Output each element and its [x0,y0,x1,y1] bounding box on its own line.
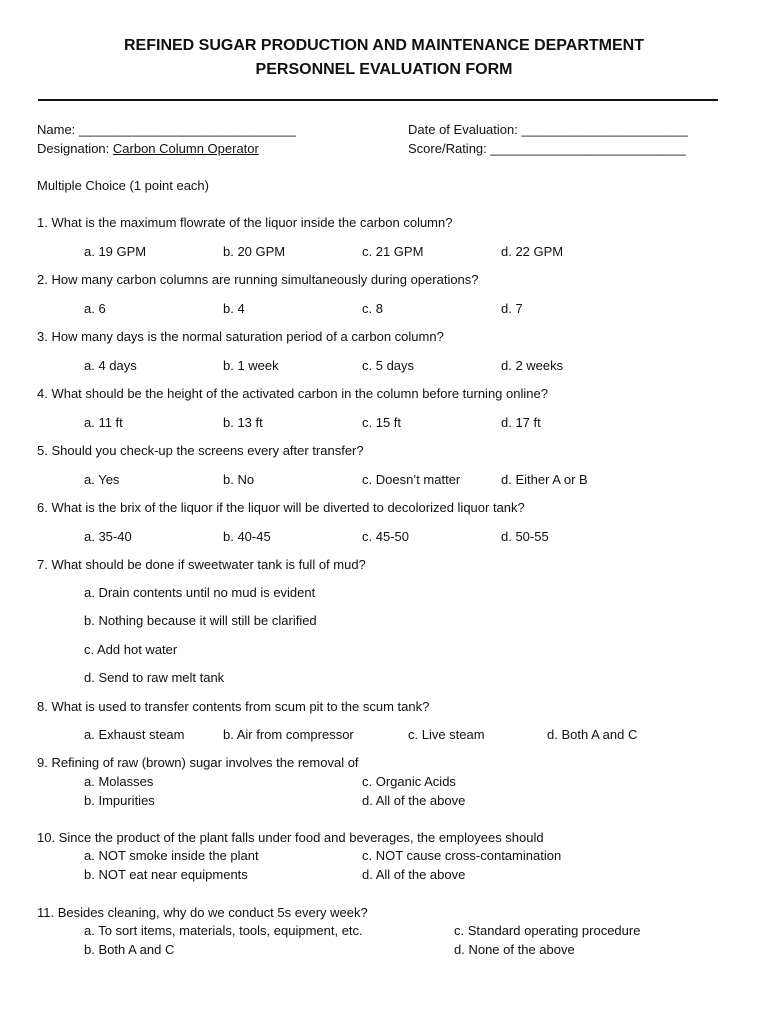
q5-option-c[interactable]: c. Doesn’t matter [362,472,461,487]
q6-option-d[interactable]: d. 50-55 [501,529,549,544]
q1-option-c[interactable]: c. 21 GPM [362,244,424,259]
question-10: 10. Since the product of the plant falls under food and beverages, the employees should [37,830,544,845]
name-field[interactable]: Name: ______________________________ [37,122,296,137]
question-9: 9. Refining of raw (brown) sugar involves the removal of [37,755,359,770]
q1-option-b[interactable]: b. 20 GPM [223,244,286,259]
q10-option-d[interactable]: d. All of the above [362,867,466,882]
q5-option-a[interactable]: a. Yes [84,472,120,487]
q3-option-a[interactable]: a. 4 days [84,358,137,373]
q9-option-a[interactable]: a. Molasses [84,774,154,789]
question-8: 8. What is used to transfer contents from scum pit to the scum tank? [37,699,430,714]
designation-field [37,141,259,157]
q4-option-c[interactable]: c. 15 ft [362,415,402,430]
q6-option-b[interactable]: b. 40-45 [223,529,271,544]
q2-option-c[interactable]: c. 8 [362,301,383,316]
q7-option-c[interactable]: c. Add hot water [84,642,178,657]
q10-option-c[interactable]: c. NOT cause cross-contamination [362,848,562,863]
question-4: 4. What should be the height of the activated carbon in the column before turning online? [37,386,548,401]
designation-value: Carbon Column Operator [112,141,259,156]
q8-option-b[interactable]: b. Air from compressor [223,727,354,742]
date-of-evaluation-field[interactable]: Date of Evaluation: _______________________ [408,122,688,137]
question-5: 5. Should you check-up the screens every after transfer? [37,443,364,458]
form-title-line1: REFINED SUGAR PRODUCTION AND MAINTENANCE DEPARTMENT [124,37,644,54]
header-divider [38,99,718,101]
question-3: 3. How many days is the normal saturation period of a carbon column? [37,329,444,344]
q10-option-a[interactable]: a. NOT smoke inside the plant [84,848,259,863]
q11-option-c[interactable]: c. Standard operating procedure [454,923,641,938]
q2-option-b[interactable]: b. 4 [223,301,245,316]
section-heading: Multiple Choice (1 point each) [37,178,209,193]
q6-option-c[interactable]: c. 45-50 [362,529,409,544]
q4-option-a[interactable]: a. 11 ft [84,415,123,430]
q1-option-d[interactable]: d. 22 GPM [501,244,564,259]
q5-option-d[interactable]: d. Either A or B [501,472,588,487]
q4-option-d[interactable]: d. 17 ft [501,415,541,430]
designation-label: Designation: [37,141,113,156]
q7-option-b[interactable]: b. Nothing because it will still be clarified [84,613,317,628]
question-2: 2. How many carbon columns are running simultaneously during operations? [37,272,479,287]
q3-option-d[interactable]: d. 2 weeks [501,358,564,373]
question-6: 6. What is the brix of the liquor if the liquor will be diverted to decolorized liquor tank? [37,500,525,515]
q1-option-a[interactable]: a. 19 GPM [84,244,147,259]
q7-option-d[interactable]: d. Send to raw melt tank [84,670,225,685]
q7-option-a[interactable]: a. Drain contents until no mud is evident [84,585,316,600]
q8-option-d[interactable]: d. Both A and C [547,727,638,742]
q9-option-d[interactable]: d. All of the above [362,793,466,808]
q9-option-b[interactable]: b. Impurities [84,793,155,808]
q6-option-a[interactable]: a. 35-40 [84,529,132,544]
q3-option-c[interactable]: c. 5 days [362,358,415,373]
q8-option-c[interactable]: c. Live steam [408,727,485,742]
q9-option-c[interactable]: c. Organic Acids [362,774,456,789]
question-7: 7. What should be done if sweetwater tank is full of mud? [37,557,366,572]
q8-option-a[interactable]: a. Exhaust steam [84,727,185,742]
q11-option-b[interactable]: b. Both A and C [84,942,175,957]
q4-option-b[interactable]: b. 13 ft [223,415,263,430]
form-title-line2: PERSONNEL EVALUATION FORM [255,61,513,78]
q11-option-d[interactable]: d. None of the above [454,942,575,957]
q11-option-a[interactable]: a. To sort items, materials, tools, equipment, etc. [84,923,363,938]
score-rating-field[interactable]: Score/Rating: ___________________________ [408,141,686,156]
q3-option-b[interactable]: b. 1 week [223,358,279,373]
question-1: 1. What is the maximum flowrate of the liquor inside the carbon column? [37,215,453,230]
q5-option-b[interactable]: b. No [223,472,255,487]
q2-option-d[interactable]: d. 7 [501,301,523,316]
question-11: 11. Besides cleaning, why do we conduct 5s every week? [37,905,368,920]
q2-option-a[interactable]: a. 6 [84,301,106,316]
q10-option-b[interactable]: b. NOT eat near equipments [84,867,248,882]
